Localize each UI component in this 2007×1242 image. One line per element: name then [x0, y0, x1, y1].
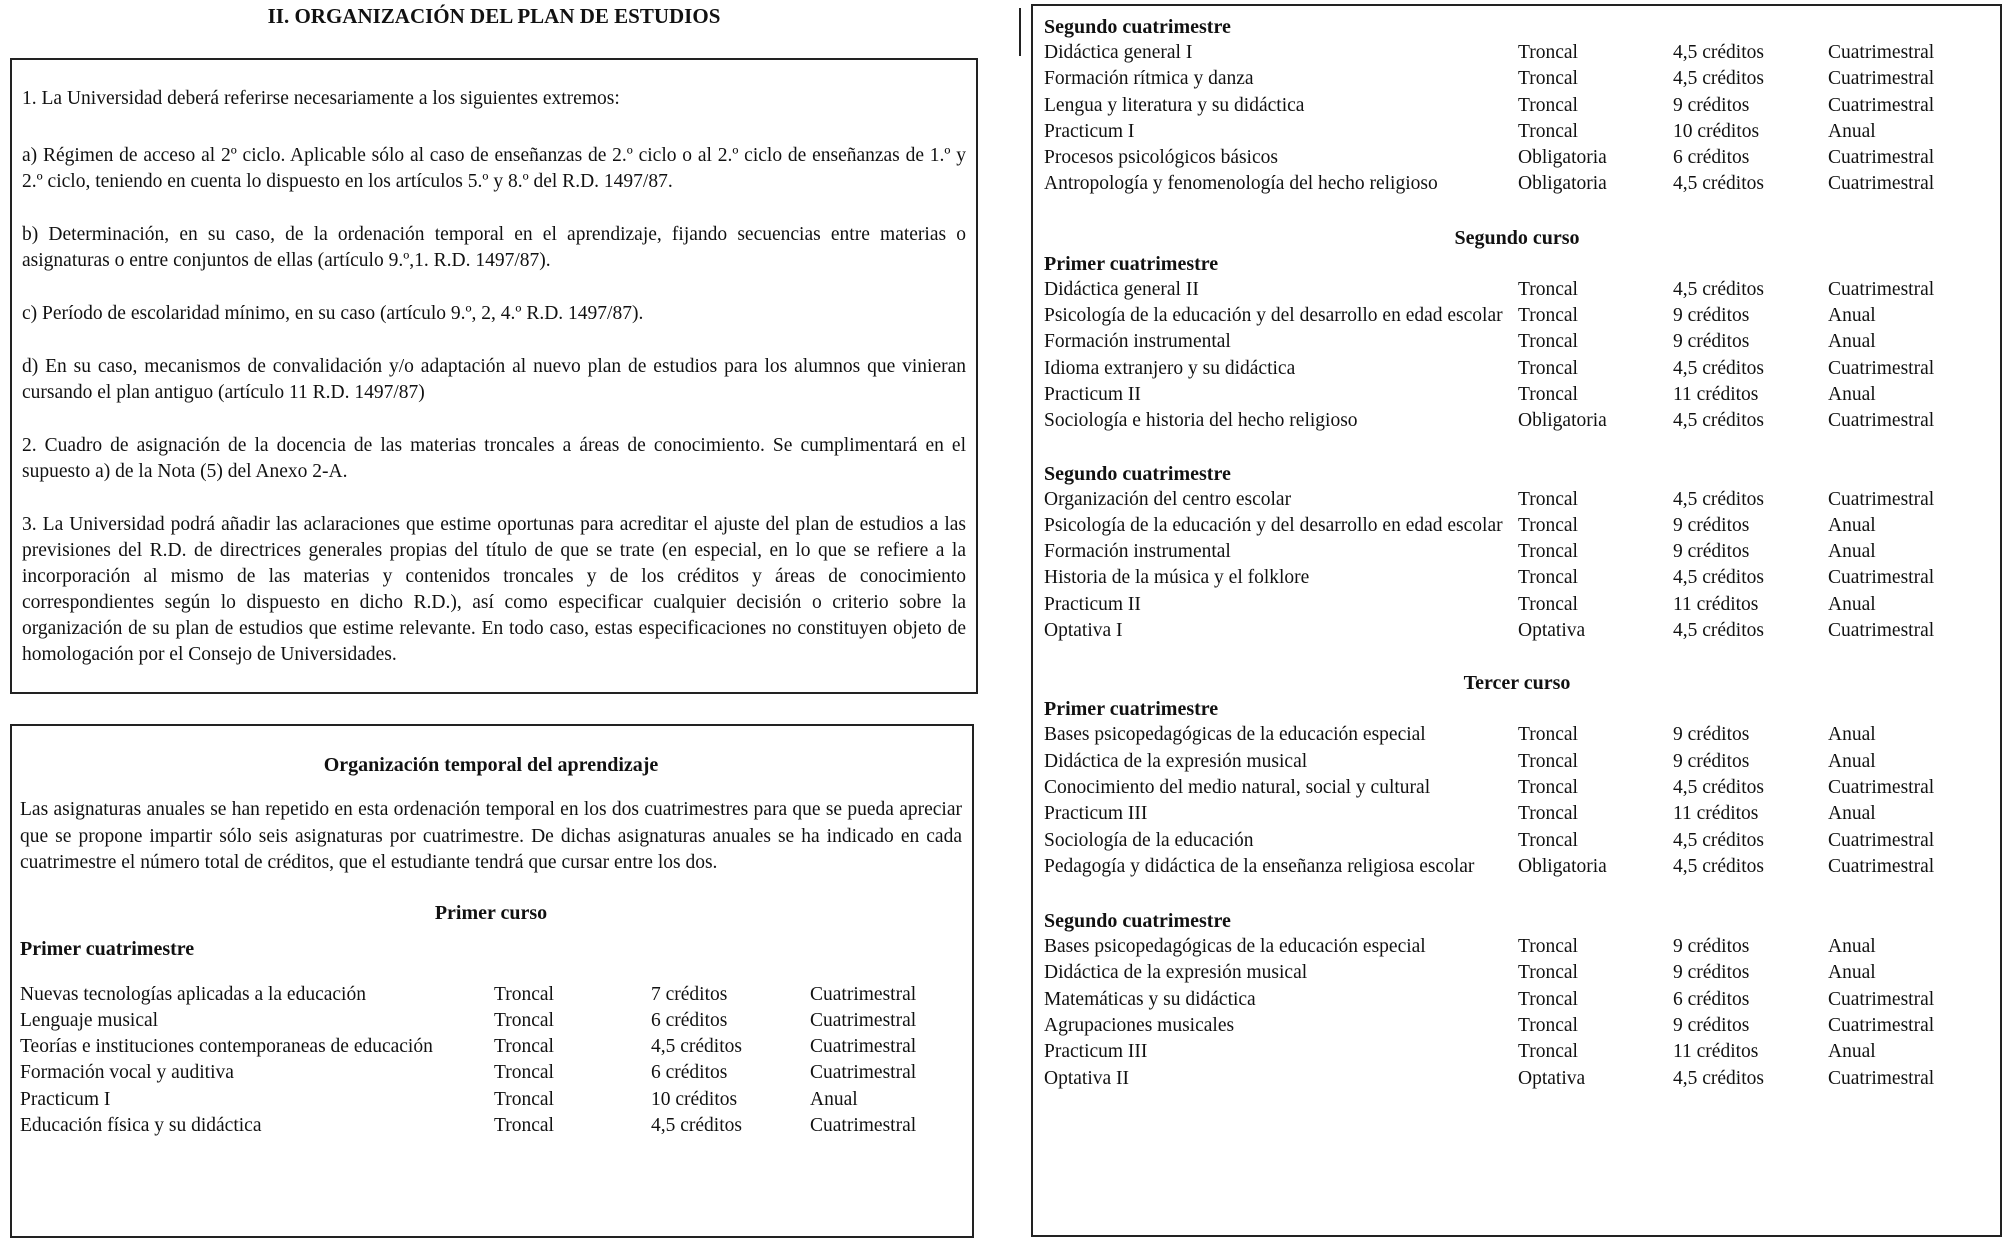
subject-name: Historia de la música y el folklore: [1044, 567, 1310, 589]
subject-name: Educación física y su didáctica: [20, 1114, 262, 1136]
subject-credits: 4,5 créditos: [1673, 42, 1764, 63]
subject-name: Didáctica de la expresión musical: [1044, 750, 1308, 772]
subject-name: Formación instrumental: [1044, 541, 1231, 563]
subject-duration: Cuatrimestral: [1828, 1067, 1935, 1089]
subject-credits: 4,5 créditos: [1673, 620, 1764, 642]
subject-credits: 4,5 créditos: [1673, 278, 1764, 300]
table-row: [1044, 987, 1990, 1013]
subject-duration: Anual: [1828, 962, 1876, 984]
subject-duration: Cuatrimestral: [1828, 173, 1935, 195]
subject-name: Psicología de la educación y del desarrollo en edad escolar: [1044, 305, 1503, 327]
subject-type: Obligatoria: [1518, 147, 1607, 169]
subject-duration: Anual: [1828, 1041, 1876, 1063]
subject-duration: Cuatrimestral: [1828, 147, 1935, 169]
subject-credits: 4,5 créditos: [651, 1114, 742, 1136]
subject-type: Troncal: [1518, 331, 1578, 353]
table-row: [1044, 722, 1990, 748]
subject-credits: 4,5 créditos: [1673, 357, 1764, 379]
subject-name: Practicum III: [1044, 803, 1148, 825]
note-paragraph: c) Período de escolaridad mínimo, en su caso (artículo 9.º, 2, 4.º R.D. 1497/87).: [22, 303, 644, 324]
subject-name: Antropología y fenomenología del hecho religioso: [1044, 173, 1438, 195]
subject-type: Optativa: [1518, 620, 1586, 642]
table-row: [1044, 382, 1990, 408]
table-row: [1044, 960, 1990, 986]
subject-duration: Anual: [1828, 514, 1876, 536]
subject-duration: Cuatrimestral: [810, 1114, 917, 1136]
subject-credits: 11 créditos: [1673, 383, 1759, 405]
subject-name: Lenguaje musical: [20, 1009, 159, 1031]
subject-credits: 6 créditos: [1673, 988, 1750, 1010]
table-row: [20, 1087, 962, 1113]
table-row: [1044, 854, 1990, 880]
subject-duration: Cuatrimestral: [1828, 776, 1935, 798]
subject-duration: Cuatrimestral: [1828, 855, 1935, 877]
subject-credits: 6 créditos: [651, 1062, 728, 1084]
subject-table: [1044, 487, 1990, 645]
subject-credits: 4,5 créditos: [1673, 410, 1764, 432]
subject-duration: Cuatrimestral: [1828, 620, 1935, 642]
subject-duration: Anual: [1828, 541, 1876, 563]
semester-heading: Segundo cuatrimestre: [1044, 910, 1231, 933]
subject-name: Didáctica general II: [1044, 278, 1199, 300]
subject-credits: 10 créditos: [1673, 120, 1760, 142]
subject-duration: Cuatrimestral: [810, 1036, 917, 1058]
note-paragraph: b) Determinación, en su caso, de la ordenación temporal en el aprendizaje, fijando secuencias entre materias o asignaturas o entre conjuntos de ellas (artículo 9.º,1. R.D. 1497/87).: [22, 224, 966, 271]
subject-name: Didáctica general I: [1044, 42, 1193, 63]
table-row: [1044, 487, 1990, 513]
table-row: [1044, 329, 1990, 355]
margin-rule: [1019, 8, 1021, 56]
subject-credits: 9 créditos: [1673, 541, 1750, 563]
temporal-organization-box: [10, 724, 974, 1238]
table-row: [1044, 356, 1990, 382]
table-row: [1044, 119, 1990, 145]
table-row: [1044, 303, 1990, 329]
table-row: [1044, 565, 1990, 591]
subject-type: Troncal: [1518, 94, 1578, 116]
table-row: [1044, 40, 1990, 66]
subject-credits: 4,5 créditos: [1673, 855, 1764, 877]
subject-type: Troncal: [1518, 383, 1578, 405]
subject-name: Optativa I: [1044, 620, 1123, 642]
subject-duration: Cuatrimestral: [1828, 410, 1935, 432]
subject-type: Obligatoria: [1518, 173, 1607, 195]
subject-type: Troncal: [1518, 514, 1578, 536]
section-heading: Organización temporal del aprendizaje: [323, 754, 659, 776]
subject-credits: 9 créditos: [1673, 724, 1750, 746]
subject-duration: Cuatrimestral: [1828, 42, 1935, 63]
subject-credits: 9 créditos: [1673, 305, 1750, 327]
table-row: [1044, 592, 1990, 618]
subject-type: Troncal: [1518, 1041, 1578, 1063]
subject-duration: Anual: [1828, 593, 1876, 615]
table-row: [1044, 775, 1990, 801]
subject-name: Idioma extranjero y su didáctica: [1044, 357, 1296, 379]
course-heading: Segundo curso: [1454, 226, 1580, 249]
subject-credits: 4,5 créditos: [1673, 1067, 1764, 1089]
subject-credits: 4,5 créditos: [1673, 829, 1764, 851]
semester-heading: Segundo cuatrimestre: [1044, 462, 1231, 485]
course-heading: Tercer curso: [1463, 672, 1571, 695]
subject-duration: Cuatrimestral: [1828, 488, 1935, 510]
subject-duration: Cuatrimestral: [1828, 1015, 1935, 1037]
subject-credits: 9 créditos: [1673, 936, 1750, 958]
subject-name: Bases psicopedagógicas de la educación especial: [1044, 724, 1426, 746]
subject-duration: Anual: [810, 1088, 858, 1110]
subject-credits: 4,5 créditos: [1673, 173, 1764, 195]
subject-type: Troncal: [1518, 488, 1578, 510]
subject-type: Troncal: [1518, 776, 1578, 798]
subject-duration: Cuatrimestral: [1828, 68, 1935, 90]
note-paragraph: d) En su caso, mecanismos de convalidación y/o adaptación al nuevo plan de estudios para los alumnos que vinieran cursando el plan antiguo (artículo 11 R.D. 1497/87): [22, 356, 966, 403]
table-row: [1044, 93, 1990, 119]
subject-type: Troncal: [1518, 724, 1578, 746]
table-row: [1044, 1013, 1990, 1039]
subject-type: Troncal: [1518, 120, 1578, 142]
subject-type: Troncal: [494, 1009, 554, 1031]
subject-name: Teorías e instituciones contemporaneas de educación: [20, 1036, 433, 1058]
subject-type: Troncal: [1518, 278, 1578, 300]
subject-duration: Cuatrimestral: [810, 1062, 917, 1084]
subject-name: Psicología de la educación y del desarrollo en edad escolar: [1044, 514, 1503, 536]
note-paragraph: 2. Cuadro de asignación de la docencia de las materias troncales a áreas de conocimiento. Se cumplimentará en el supuesto a) de la Nota (5) del Anexo 2-A.: [22, 435, 966, 482]
subject-name: Nuevas tecnologías aplicadas a la educación: [20, 983, 366, 1005]
subject-duration: Anual: [1828, 305, 1876, 327]
note-paragraph: 3. La Universidad podrá añadir las aclaraciones que estime oportunas para acreditar el ajuste del plan de estudios a las previsiones del R.D. de directrices generales propias del título de que se trate (en especial, en lo que se refiere a la incorporación al mismo de las materias y contenidos troncales y de los créditos y áreas de conocimiento correspondientes según lo dispuesto en dicho R.D.), así como especificar cualquier decisión o criterio sobre la organización de su plan de estudios que estime relevante. En todo caso, estas especificaciones no constituyen objeto de homologación por el Consejo de Universidades.: [22, 514, 966, 665]
semester-heading: Segundo cuatrimestre: [1044, 16, 1231, 38]
table-row: [20, 1008, 962, 1034]
subject-name: Optativa II: [1044, 1067, 1130, 1089]
subject-credits: 4,5 créditos: [1673, 488, 1764, 510]
subject-duration: Anual: [1828, 331, 1876, 353]
subject-name: Sociología de la educación: [1044, 829, 1254, 851]
subject-type: Troncal: [1518, 988, 1578, 1010]
semester-heading: Primer cuatrimestre: [1044, 252, 1219, 275]
subject-credits: 9 créditos: [1673, 514, 1750, 536]
subject-type: Troncal: [494, 1036, 554, 1058]
table-row: [1044, 618, 1990, 644]
subject-name: Organización del centro escolar: [1044, 488, 1292, 510]
note-paragraph: a) Régimen de acceso al 2º ciclo. Aplicable sólo al caso de enseñanzas de 2.º ciclo o al 2.º ciclo de enseñanzas de 1.º y 2.º ciclo, teniendo en cuenta lo dispuesto en los artículos 5.º y 8.º del R.D. 1497/87.: [22, 145, 966, 192]
subject-table: [20, 982, 962, 1140]
table-row: [1044, 171, 1990, 197]
table-row: [20, 1034, 962, 1060]
subject-type: Troncal: [1518, 593, 1578, 615]
table-row: [20, 1060, 962, 1086]
subject-duration: Cuatrimestral: [810, 1009, 917, 1031]
subject-type: Troncal: [1518, 42, 1578, 63]
notes-box: [10, 58, 978, 694]
subject-credits: 4,5 créditos: [1673, 776, 1764, 798]
table-row: [1044, 277, 1990, 303]
subject-name: Lengua y literatura y su didáctica: [1044, 94, 1305, 116]
subject-type: Troncal: [494, 1088, 554, 1110]
subject-type: Troncal: [1518, 1015, 1578, 1037]
subject-name: Bases psicopedagógicas de la educación especial: [1044, 936, 1426, 958]
subjects-box: [1031, 4, 2002, 1237]
subject-credits: 4,5 créditos: [1673, 567, 1764, 589]
subject-type: Troncal: [1518, 750, 1578, 772]
subject-credits: 9 créditos: [1673, 331, 1750, 353]
subject-name: Conocimiento del medio natural, social y cultural: [1044, 776, 1431, 798]
subject-name: Practicum II: [1044, 593, 1141, 615]
subject-table: [1044, 722, 1990, 880]
subject-type: Troncal: [1518, 962, 1578, 984]
course-heading: Primer curso: [434, 901, 548, 924]
subject-credits: 11 créditos: [1673, 593, 1759, 615]
table-row: [1044, 145, 1990, 171]
subject-type: Troncal: [494, 1062, 554, 1084]
subject-table: [1044, 277, 1990, 435]
subject-type: Troncal: [1518, 68, 1578, 90]
subject-table: [1044, 934, 1990, 1092]
subject-name: Practicum II: [1044, 383, 1141, 405]
subject-name: Didáctica de la expresión musical: [1044, 962, 1308, 984]
subject-type: Troncal: [1518, 567, 1578, 589]
subject-credits: 11 créditos: [1673, 803, 1759, 825]
subject-duration: Cuatrimestral: [1828, 278, 1935, 300]
subject-type: Troncal: [494, 1114, 554, 1136]
subject-duration: Anual: [1828, 750, 1876, 772]
table-row: [1044, 828, 1990, 854]
subject-duration: Cuatrimestral: [1828, 94, 1935, 116]
subject-name: Practicum I: [20, 1088, 111, 1110]
subject-type: Troncal: [1518, 936, 1578, 958]
subject-credits: 9 créditos: [1673, 1015, 1750, 1037]
subject-duration: Cuatrimestral: [1828, 988, 1935, 1010]
subject-duration: Anual: [1828, 936, 1876, 958]
subject-duration: Anual: [1828, 383, 1876, 405]
table-row: [1044, 66, 1990, 92]
subject-duration: Cuatrimestral: [810, 983, 917, 1005]
subject-name: Agrupaciones musicales: [1044, 1015, 1235, 1037]
subject-duration: Cuatrimestral: [1828, 567, 1935, 589]
table-row: [1044, 1066, 1990, 1092]
subject-duration: Anual: [1828, 803, 1876, 825]
subject-credits: 6 créditos: [1673, 147, 1750, 169]
subject-name: Formación rítmica y danza: [1044, 68, 1254, 90]
subject-type: Optativa: [1518, 1067, 1586, 1089]
subject-name: Procesos psicológicos básicos: [1044, 147, 1278, 169]
subject-name: Formación instrumental: [1044, 331, 1231, 353]
subject-name: Practicum III: [1044, 1041, 1148, 1063]
subject-name: Pedagogía y didáctica de la enseñanza religiosa escolar: [1044, 855, 1475, 877]
table-row: [1044, 934, 1990, 960]
subject-name: Matemáticas y su didáctica: [1044, 988, 1256, 1010]
table-row: [1044, 749, 1990, 775]
subject-type: Troncal: [1518, 305, 1578, 327]
subject-credits: 4,5 créditos: [651, 1036, 742, 1058]
subject-duration: Anual: [1828, 724, 1876, 746]
intro-paragraph: Las asignaturas anuales se han repetido en esta ordenación temporal en los dos cuatrimestres para que se pueda apreciar que se propone impartir sólo seis asignaturas por cuatrimestre. De dichas asignaturas anuales se ha indicado en cada cuatrimestre el número total de créditos, que el estudiante tendrá que cursar entre los dos.: [20, 799, 962, 873]
subject-credits: 4,5 créditos: [1673, 68, 1764, 90]
subject-type: Obligatoria: [1518, 410, 1607, 432]
subject-credits: 9 créditos: [1673, 750, 1750, 772]
table-row: [1044, 801, 1990, 827]
table-row: [20, 982, 962, 1008]
subject-name: Practicum I: [1044, 120, 1135, 142]
semester-heading: Primer cuatrimestre: [1044, 698, 1219, 721]
subject-type: Troncal: [1518, 357, 1578, 379]
table-row: [1044, 1039, 1990, 1065]
subject-credits: 9 créditos: [1673, 94, 1750, 116]
subject-name: Sociología e historia del hecho religioso: [1044, 410, 1358, 432]
table-row: [1044, 539, 1990, 565]
semester-heading: Primer cuatrimestre: [20, 937, 195, 960]
subject-credits: 7 créditos: [651, 983, 728, 1005]
subject-duration: Cuatrimestral: [1828, 829, 1935, 851]
subject-type: Troncal: [1518, 541, 1578, 563]
subject-credits: 10 créditos: [651, 1088, 738, 1110]
subject-credits: 11 créditos: [1673, 1041, 1759, 1063]
subject-credits: 6 créditos: [651, 1009, 728, 1031]
subject-type: Troncal: [1518, 829, 1578, 851]
note-paragraph: 1. La Universidad deberá referirse necesariamente a los siguientes extremos:: [22, 88, 620, 109]
subject-table: [1044, 40, 1990, 198]
table-row: [20, 1113, 962, 1139]
page-title: II. ORGANIZACIÓN DEL PLAN DE ESTUDIOS: [267, 4, 721, 28]
subject-name: Formación vocal y auditiva: [20, 1062, 234, 1084]
subject-duration: Cuatrimestral: [1828, 357, 1935, 379]
table-row: [1044, 408, 1990, 434]
subject-credits: 9 créditos: [1673, 962, 1750, 984]
subject-duration: Anual: [1828, 120, 1876, 142]
table-row: [1044, 513, 1990, 539]
subject-type: Obligatoria: [1518, 855, 1607, 877]
subject-type: Troncal: [494, 983, 554, 1005]
subject-type: Troncal: [1518, 803, 1578, 825]
